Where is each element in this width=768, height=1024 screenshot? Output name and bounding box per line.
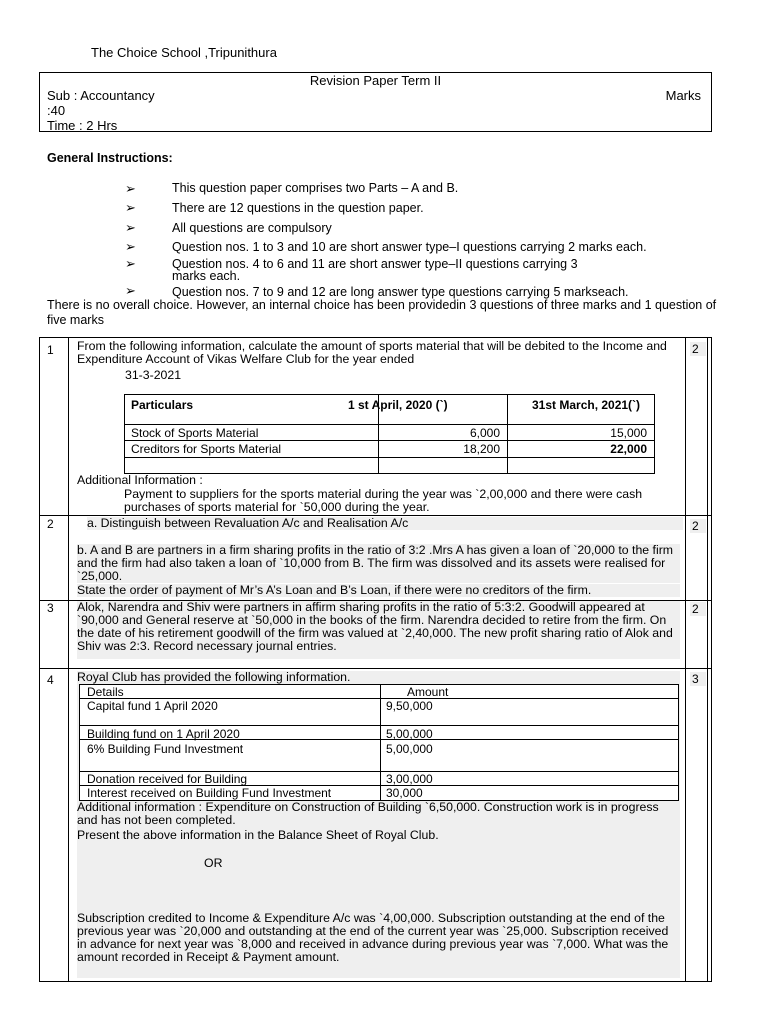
question-number: 3 (47, 601, 54, 615)
question-number: 4 (47, 673, 54, 687)
additional-info-text: Payment to suppliers for the sports material during the year was `2,00,000 and there were cash purchases of sports material for `50,000 during the year. (124, 487, 643, 514)
subject-label: Sub : Accountancy (47, 88, 155, 103)
instruction-item: Question nos. 4 to 6 and 11 are short answer type–II questions carrying 3 (172, 257, 578, 271)
question-marks: 2 (690, 519, 706, 533)
table-cell: 6% Building Fund Investment (87, 742, 244, 756)
marks-label: Marks (665, 88, 701, 103)
table-cell: 18,200 (463, 442, 500, 456)
table-row-line (125, 457, 654, 458)
table-cell: 5,00,000 (386, 727, 433, 741)
table-cell: 3,00,000 (386, 772, 433, 786)
table-cell: 5,00,000 (386, 742, 433, 756)
arrow-bullet-icon: ➢ (125, 200, 136, 215)
table-cell: 22,000 (610, 442, 647, 456)
school-name: The Choice School ,Tripunithura (91, 45, 277, 60)
question-marks: 2 (690, 342, 706, 356)
table-cell: 30,000 (386, 786, 423, 800)
overall-choice-note: There is no overall choice. However, an internal choice has been providedin 3 questions of three marks and 1 question of five marks (47, 298, 717, 327)
table-cell: Donation received for Building (87, 772, 248, 786)
q4-present: Present the above information in the Balance Sheet of Royal Club. (77, 828, 439, 842)
q4-alternative: Subscription credited to Income & Expenditure A/c was `4,00,000. Subscription outstanding at the end of the previous year was `20,000 and outstanding at the end of the current year was `25,000. Subscription received in advance for next year was `8,000 and received in advance during previous year was `7,000. What was the amount recorded in Receipt & Payment amount. (77, 911, 669, 964)
arrow-bullet-icon: ➢ (125, 283, 136, 298)
q3-text: Alok, Narendra and Shiv were partners in affirm sharing profits in the ratio of 5:3:2. Goodwill appeared at `90,000 and General reserve at `50,000 in the books of the firm. Narendra decided to retire from the firm. On the date of his retirement goodwill of the firm was valued at `2,40,000. The new profit sharing ratio of Alok and Shiv was 2:3. Record necessary journal entries. (77, 601, 680, 659)
or-separator: OR (204, 856, 223, 870)
paper-title: Revision Paper Term II (309, 73, 442, 88)
arrow-bullet-icon: ➢ (125, 181, 136, 196)
table-row-line (125, 440, 654, 441)
question-number: 2 (47, 517, 54, 531)
table-col-line (380, 685, 381, 800)
instruction-item: There are 12 questions in the question paper. (172, 201, 424, 215)
paper-header-box (39, 72, 712, 132)
sports-material-table (124, 394, 655, 474)
row-divider (40, 668, 711, 669)
table-cell: 6,000 (469, 426, 500, 440)
instruction-item: All questions are compulsory (172, 221, 332, 235)
q1-date: 31-3-2021 (125, 368, 182, 382)
q2-part-a: a. Distinguish between Revaluation A/c and Realisation A/c (87, 517, 683, 530)
question-marks: 3 (690, 672, 706, 686)
table-cell: 9,50,000 (386, 699, 433, 713)
column-divider (707, 338, 708, 981)
instruction-item-continued: marks each. (172, 269, 241, 283)
table-header: 1 st April, 2020 (`) (348, 398, 448, 412)
instruction-item: This question paper comprises two Parts – A and B. (172, 181, 459, 195)
table-row-line (125, 424, 654, 425)
time-label: Time : 2 Hrs (47, 118, 118, 133)
question-marks: 2 (690, 602, 706, 616)
instructions-heading: General Instructions: (47, 151, 173, 165)
table-cell: Stock of Sports Material (131, 426, 259, 440)
column-divider (685, 338, 686, 981)
instruction-item: Question nos. 7 to 9 and 12 are long answer type questions carrying 5 markseach. (172, 285, 629, 299)
arrow-bullet-icon: ➢ (125, 239, 136, 254)
table-cell: Building fund on 1 April 2020 (87, 727, 240, 741)
arrow-bullet-icon: ➢ (125, 256, 136, 271)
arrow-bullet-icon: ➢ (125, 220, 136, 235)
table-row-line (80, 725, 678, 726)
table-header: Amount (407, 685, 449, 699)
table-cell: 15,000 (610, 426, 647, 440)
column-divider (68, 338, 69, 981)
table-header: Particulars (131, 398, 194, 412)
table-cell: Creditors for Sports Material (131, 442, 282, 456)
q2-part-b-question: State the order of payment of Mr’s A’s Loan and B’s Loan, if there were no creditors of the firm. (77, 584, 680, 597)
q4-intro: Royal Club has provided the following information. (77, 670, 351, 684)
q4-additional-info: Additional information : Expenditure on Construction of Building `6,50,000. Construction work is in progress and has not been completed. (77, 800, 659, 827)
table-cell: Capital fund 1 April 2020 (87, 699, 218, 713)
royal-club-table (79, 684, 679, 801)
instruction-item: Question nos. 1 to 3 and 10 are short answer type–I questions carrying 2 marks each. (172, 240, 647, 254)
table-header: Details (87, 685, 124, 699)
q1-text: From the following information, calculate the amount of sports material that will be debited to the Income and Expenditure Account of Vikas Welfare Club for the year ended (77, 339, 667, 366)
table-cell: Interest received on Building Fund Investment (87, 786, 332, 800)
questions-table (39, 337, 712, 982)
additional-info-label: Additional Information : (77, 473, 203, 487)
q2-part-b: b. A and B are partners in a firm sharing profits in the ratio of 3:2 .Mrs A has given a loan of `20,000 to the firm and the firm had also taken a loan of `10,000 from B. The firm was dissolved and its assets were realised for `25,000. (77, 544, 680, 583)
table-col-line (507, 395, 508, 473)
table-header: 31st March, 2021(`) (532, 398, 641, 412)
question-number: 1 (47, 343, 54, 357)
marks-value: :40 (47, 103, 66, 118)
